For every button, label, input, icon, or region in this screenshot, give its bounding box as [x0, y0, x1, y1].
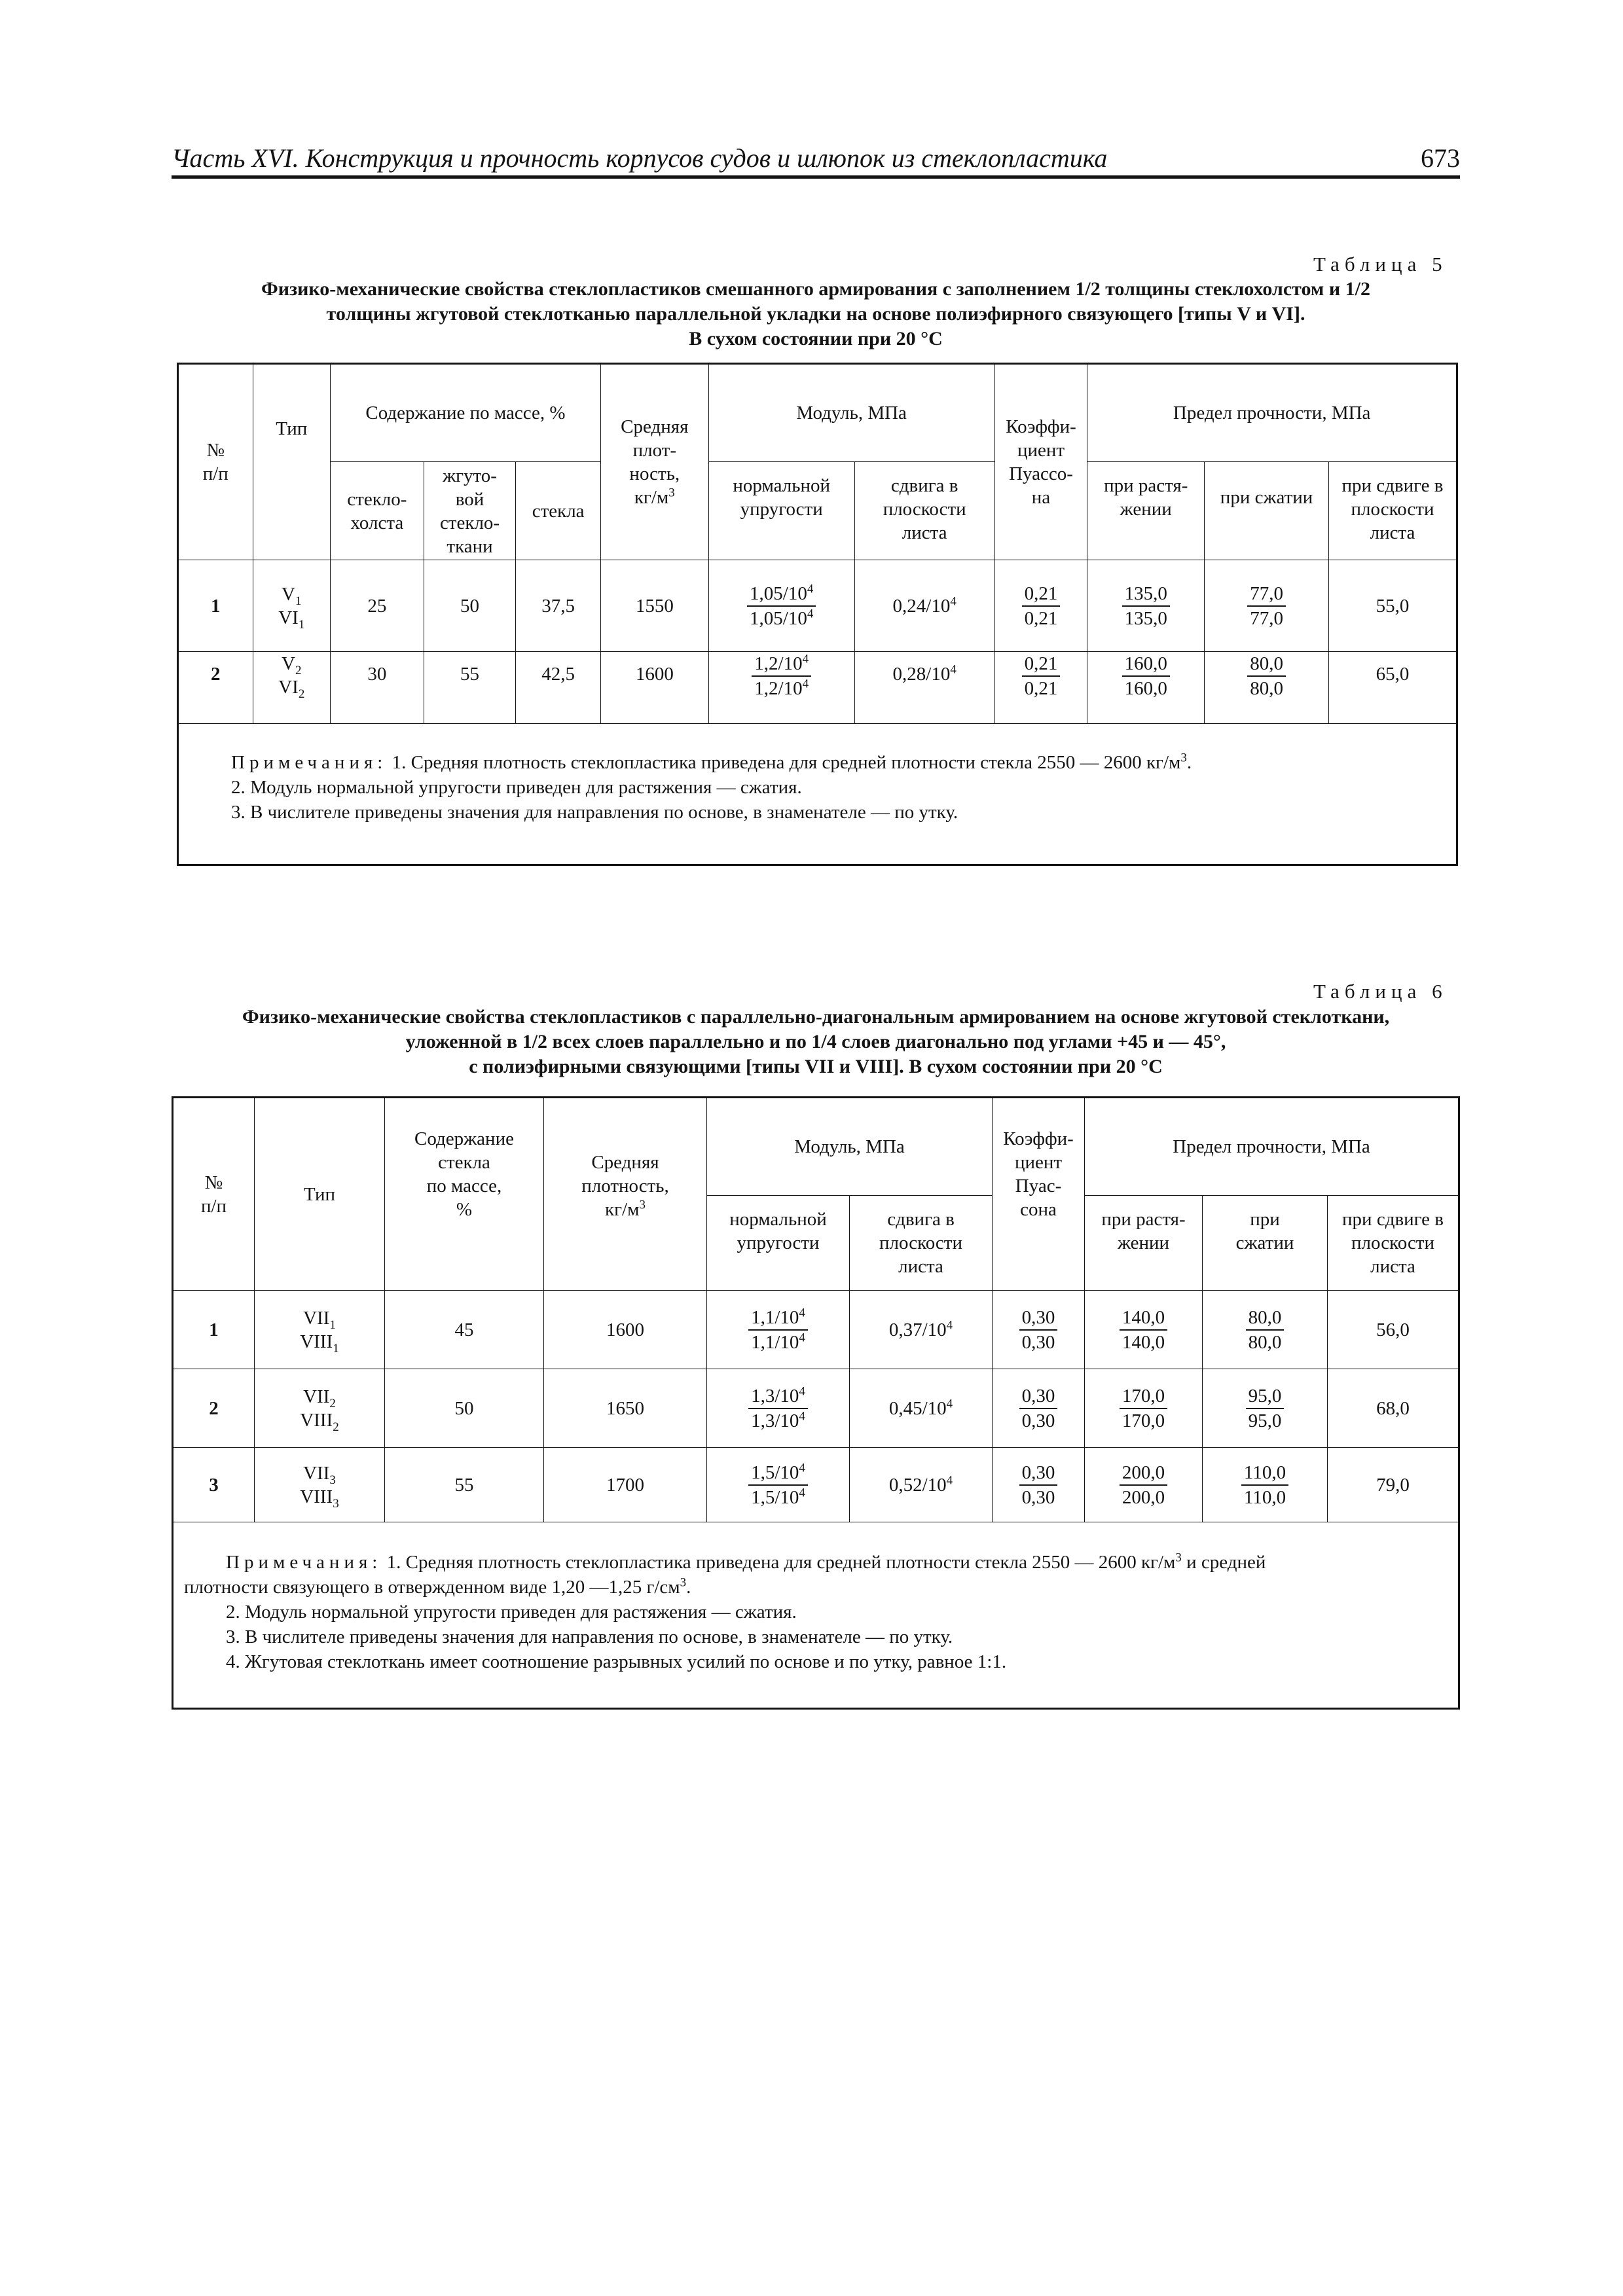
cell-tension: $\frac{135,0}{135,0}$: [1087, 560, 1205, 652]
cell-num: 2: [178, 652, 253, 724]
cell-poisson: $\frac{0,21}{0,21}$: [994, 652, 1087, 724]
cell-e-modulus: $\frac{1,3/10^4}{1,3/10^4}$: [707, 1369, 850, 1448]
table5-caption-line: Физико-механические свойства стеклопластиков смешанного армирования с заполнением 1/2 толщины стеклохолстом и 1/2: [261, 278, 1370, 300]
cell-shear-modulus: $0,28/10^4$: [854, 652, 994, 724]
header-tension: при растя- жении: [1085, 1196, 1203, 1291]
cell-tension: $\frac{160,0}{160,0}$: [1087, 652, 1205, 724]
note-line: Примечания: 1. Средняя плотность стеклопластика приведена для средней плотности стекла 2550 — 2600 $кг/м^3$.: [231, 751, 1192, 773]
note-line: Примечания: 1. Средняя плотность стеклопластика приведена для средней плотности стекла 2550 — 2600 $кг/м^3$ и средней: [226, 1551, 1266, 1573]
header-roving: жгуто- вой стекло- ткани: [424, 462, 516, 560]
cell-density: 1700: [544, 1448, 707, 1522]
cell-tension: $\frac{140,0}{140,0}$: [1085, 1291, 1203, 1369]
cell-compression: $\frac{110,0}{110,0}$: [1203, 1448, 1328, 1522]
cell-num: 2: [173, 1369, 255, 1448]
table-row: [173, 1369, 1459, 1448]
cell-poisson: $\frac{0,30}{0,30}$: [993, 1291, 1085, 1369]
header-content: Содержание стекла по массе, %: [385, 1098, 544, 1291]
table6-label: Таблица 6: [1313, 980, 1448, 1003]
cell-shear-strength: 65,0: [1329, 652, 1457, 724]
header-compression: при сжатии: [1205, 462, 1329, 560]
table6-caption: [172, 1005, 1460, 1079]
header-cloth: стекло- холста: [331, 462, 424, 560]
cell-content: 45: [385, 1291, 544, 1369]
cell-e-modulus: $\frac{1,5/10^4}{1,5/10^4}$: [707, 1448, 850, 1522]
table5-notes: [178, 724, 1457, 865]
header-density: Средняя плотность, $кг/м^3$: [544, 1098, 707, 1291]
cell-shear-modulus: $0,45/10^4$: [850, 1369, 993, 1448]
note-line: 4. Жгутовая стеклоткань имеет соотношение разрывных усилий по основе и по утку, равное 1:1.: [226, 1651, 1007, 1672]
cell-type: $VII_3$ $VIII_3$: [255, 1448, 385, 1522]
cell-tension: $\frac{170,0}{170,0}$: [1085, 1369, 1203, 1448]
table6-caption-line: с полиэфирными связующими [типы VII и VIII]. В сухом состоянии при 20 °C: [469, 1056, 1163, 1077]
cell-poisson: $\frac{0,30}{0,30}$: [993, 1369, 1085, 1448]
table6: [172, 1096, 1460, 1710]
cell-shear-strength: 79,0: [1328, 1448, 1459, 1522]
cell-num: 3: [173, 1448, 255, 1522]
cell-num: 1: [173, 1291, 255, 1369]
header-poisson: Коэффи- циент Пуассо- на: [994, 364, 1087, 560]
header-type: Тип: [255, 1098, 385, 1291]
cell-content: 50: [385, 1369, 544, 1448]
table-row: [178, 560, 1457, 652]
header-tension: при растя- жении: [1087, 462, 1205, 560]
cell-shear-modulus: $0,24/10^4$: [854, 560, 994, 652]
page-number: 673: [1421, 143, 1460, 173]
header-num: № п/п: [173, 1098, 255, 1291]
cell-compression: $\frac{77,0}{77,0}$: [1205, 560, 1329, 652]
note-line: 3. В числителе приведены значения для направления по основе, в знаменателе — по утку.: [231, 802, 958, 823]
table5-caption-line: толщины жгутовой стеклотканью параллельной укладки на основе полиэфирного связующего [типы V и VI].: [326, 303, 1305, 325]
header-type: Тип: [253, 364, 331, 560]
cell-glass: 42,5: [516, 652, 601, 724]
cell-tension: $\frac{200,0}{200,0}$: [1085, 1448, 1203, 1522]
note-line: 3. В числителе приведены значения для направления по основе, в знаменателе — по утку.: [226, 1626, 953, 1647]
note-line: плотности связующего в отвержденном виде 1,20 —1,25 $г/см^3$.: [184, 1575, 691, 1598]
header-e-modulus: нормальной упругости: [707, 1196, 850, 1291]
cell-e-modulus: $\frac{1,05/10^4}{1,05/10^4}$: [708, 560, 854, 652]
table6-caption-line: Физико-механические свойства стеклопластиков с параллельно-диагональным армированием на основе жгутовой стеклоткани,: [242, 1006, 1390, 1028]
header-compression: при сжатии: [1203, 1196, 1328, 1291]
cell-shear-strength: 55,0: [1329, 560, 1457, 652]
header-glass: стекла: [516, 462, 601, 560]
cell-type: $VII_1$ $VIII_1$: [255, 1291, 385, 1369]
header-shear-modulus: сдвига в плоскости листа: [854, 462, 994, 560]
cell-density: 1550: [600, 560, 708, 652]
table5-label: Таблица 5: [1313, 253, 1448, 276]
cell-type: $V_2$ $VI_2$: [253, 652, 331, 724]
header-modulus-group: Модуль, МПа: [708, 364, 994, 462]
header-rule: [172, 175, 1460, 179]
table5: [177, 363, 1458, 866]
table5-caption: [172, 277, 1460, 351]
cell-compression: $\frac{95,0}{95,0}$: [1203, 1369, 1328, 1448]
cell-compression: $\frac{80,0}{80,0}$: [1203, 1291, 1328, 1369]
cell-shear-modulus: $0,52/10^4$: [850, 1448, 993, 1522]
cell-type: $VII_2$ $VIII_2$: [255, 1369, 385, 1448]
cell-density: 1650: [544, 1369, 707, 1448]
header-shear-strength: при сдвиге в плоскости листа: [1328, 1196, 1459, 1291]
table6-notes: [173, 1522, 1459, 1709]
cell-roving: 50: [424, 560, 516, 652]
cell-poisson: $\frac{0,30}{0,30}$: [993, 1448, 1085, 1522]
cell-shear-strength: 56,0: [1328, 1291, 1459, 1369]
header-e-modulus: нормальной упругости: [708, 462, 854, 560]
header-shear-modulus: сдвига в плоскости листа: [850, 1196, 993, 1291]
cell-num: 1: [178, 560, 253, 652]
cell-shear-modulus: $0,37/10^4$: [850, 1291, 993, 1369]
header-strength-group: Предел прочности, МПа: [1085, 1098, 1459, 1196]
header-modulus-group: Модуль, МПа: [707, 1098, 993, 1196]
cell-density: 1600: [544, 1291, 707, 1369]
cell-e-modulus: $\frac{1,2/10^4}{1,2/10^4}$: [708, 652, 854, 724]
table-row: [178, 652, 1457, 724]
cell-poisson: $\frac{0,21}{0,21}$: [994, 560, 1087, 652]
header-content-group: Содержание по массе, %: [331, 364, 601, 462]
header-strength-group: Предел прочности, МПа: [1087, 364, 1457, 462]
cell-roving: 55: [424, 652, 516, 724]
note-line: 2. Модуль нормальной упругости приведен для растяжения — сжатия.: [226, 1602, 797, 1623]
table-row: [173, 1291, 1459, 1369]
table-row: [173, 1448, 1459, 1522]
table6-caption-line: уложенной в 1/2 всех слоев параллельно и по 1/4 слоев диагонально под углами +45 и — 45°,: [405, 1031, 1226, 1052]
cell-compression: $\frac{80,0}{80,0}$: [1205, 652, 1329, 724]
cell-e-modulus: $\frac{1,1/10^4}{1,1/10^4}$: [707, 1291, 850, 1369]
cell-type: $V_1$ $VI_1$: [253, 560, 331, 652]
cell-cloth: 25: [331, 560, 424, 652]
running-header-title: Часть XVI. Конструкция и прочность корпусов судов и шлюпок из стеклопластика: [172, 143, 1108, 173]
header-poisson: Коэффи- циент Пуас- сона: [993, 1098, 1085, 1291]
cell-density: 1600: [600, 652, 708, 724]
cell-shear-strength: 68,0: [1328, 1369, 1459, 1448]
header-num: № п/п: [178, 364, 253, 560]
header-density: Средняя плот- ность, $кг/м^3$: [600, 364, 708, 560]
note-line: 2. Модуль нормальной упругости приведен для растяжения — сжатия.: [231, 777, 802, 798]
header-shear-strength: при сдвиге в плоскости листа: [1329, 462, 1457, 560]
table5-caption-line: В сухом состоянии при 20 °C: [689, 328, 943, 350]
cell-cloth: 30: [331, 652, 424, 724]
cell-glass: 37,5: [516, 560, 601, 652]
cell-content: 55: [385, 1448, 544, 1522]
